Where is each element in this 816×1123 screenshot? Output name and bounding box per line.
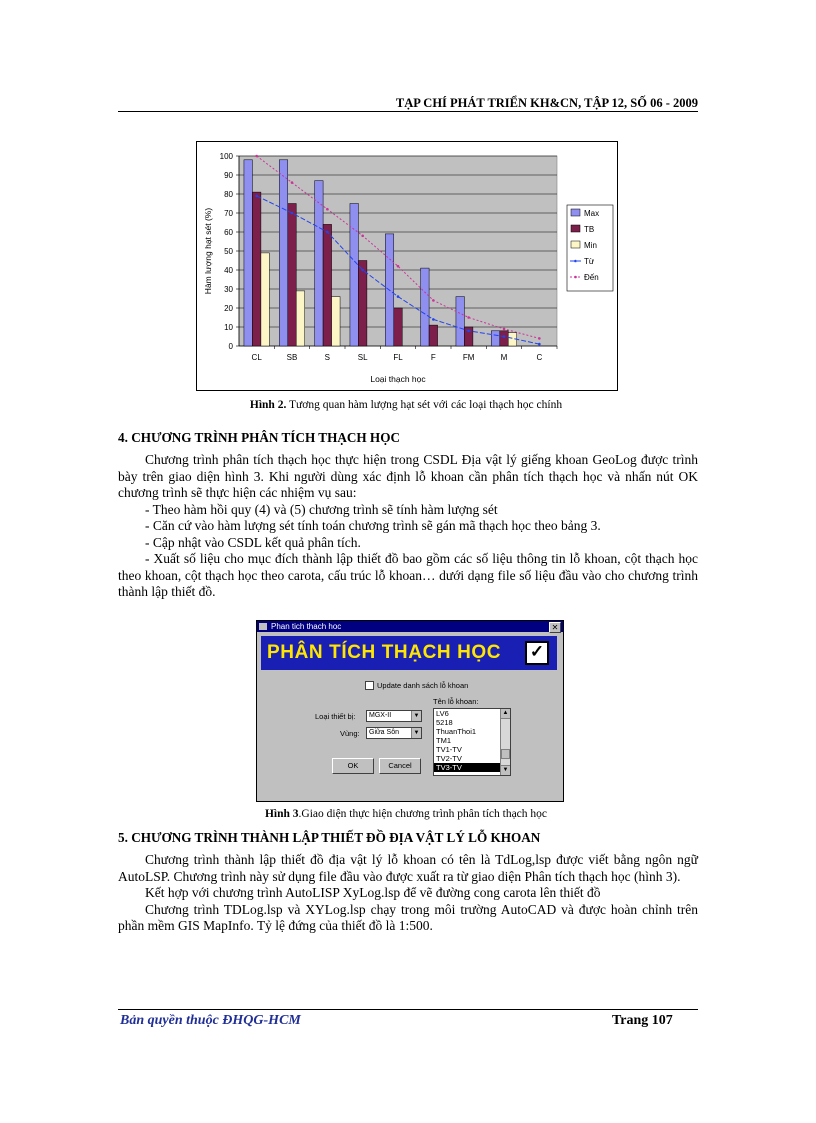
series-point xyxy=(538,337,541,340)
legend-marker xyxy=(574,276,577,279)
ok-button[interactable]: OK xyxy=(332,758,374,774)
well-list-item[interactable]: TV3-TV xyxy=(434,763,510,772)
journal-header: TẠP CHÍ PHÁT TRIỂN KH&CN, TẬP 12, SỐ 06 - 2009 xyxy=(395,96,698,110)
close-icon[interactable]: ✕ xyxy=(549,622,561,633)
well-list-item[interactable]: TM1 xyxy=(436,736,451,745)
x-tick-label: C xyxy=(536,353,543,362)
figure-2-label: Hình 2. xyxy=(249,399,287,411)
scrollbar[interactable] xyxy=(500,709,510,775)
copyright: Bản quyền thuộc ĐHQG-HCM xyxy=(120,1013,301,1028)
figure-2-caption-text: Tương quan hàm lượng hạt sét với các loại thạch học chính xyxy=(286,399,563,411)
y-tick-label: 100 xyxy=(219,152,233,161)
well-list-item[interactable]: ThuanThoi1 xyxy=(436,727,477,736)
bar-tb xyxy=(394,308,402,346)
device-label: Loại thiết bị: xyxy=(315,712,356,721)
series-point xyxy=(361,269,364,272)
series-point xyxy=(432,318,435,321)
figure-2-caption xyxy=(196,399,616,411)
section-4-body xyxy=(118,452,698,601)
legend-swatch xyxy=(571,225,580,232)
section-5-paragraph-1: Chương trình thành lập thiết đồ địa vật lý lỗ khoan có tên là TdLog,lsp được viết bằng ngôn ngữ AutoLSP. Chương trình này sử dụng file đầu vào được xuất ra từ giao diện Phân tích thạch học (hình 3). xyxy=(118,852,698,884)
dialog-banner xyxy=(261,636,557,670)
series-point xyxy=(432,299,435,302)
well-list-item[interactable]: LV6 xyxy=(436,709,449,718)
x-tick-label: M xyxy=(500,353,508,362)
legend-label: Từ xyxy=(584,257,595,266)
series-point xyxy=(326,231,329,234)
dialog-titlebar xyxy=(257,621,563,632)
x-tick-label: SL xyxy=(357,353,368,362)
x-tick-label: S xyxy=(324,353,331,362)
bar-max xyxy=(421,268,429,346)
series-point xyxy=(467,316,470,319)
series-point xyxy=(361,235,364,238)
dialog-title: Phan tich thach hoc xyxy=(271,622,342,631)
series-point xyxy=(397,295,400,298)
legend-label: Max xyxy=(584,209,600,218)
series-point xyxy=(255,195,258,198)
check-icon: ✓ xyxy=(525,641,549,665)
scroll-up-icon[interactable]: ▲ xyxy=(501,709,510,719)
series-point xyxy=(467,330,470,333)
y-tick-label: 60 xyxy=(224,228,233,237)
legend-label: Đến xyxy=(584,273,599,282)
header-rule xyxy=(118,111,698,112)
bar-max xyxy=(350,204,358,347)
bar-tb xyxy=(323,224,331,346)
section-5-paragraph-2: Kết hợp với chương trình AutoLISP XyLog.lsp để vẽ đường cong carota lên thiết đồ xyxy=(145,885,601,900)
series-point xyxy=(503,328,506,331)
window-icon xyxy=(259,623,267,630)
section-5-paragraph-3: Chương trình TDLog.lsp và XYLog.lsp chạy trong môi trường AutoCAD và được hoàn chỉnh trên phần mềm GIS MapInfo. Tỷ lệ đứng của thiết đồ là 1:500. xyxy=(118,901,698,933)
section-5-body xyxy=(118,852,698,935)
y-tick-label: 70 xyxy=(224,209,233,218)
series-point xyxy=(291,181,294,184)
bar-tb xyxy=(288,204,296,347)
y-tick-label: 50 xyxy=(224,247,233,256)
device-value: MGX-II xyxy=(369,712,392,719)
well-list-item[interactable]: TV2-TV xyxy=(436,754,462,763)
update-label: Update danh sách lỗ khoan xyxy=(377,681,469,690)
footer-rule xyxy=(118,1009,698,1010)
y-tick-label: 90 xyxy=(224,171,233,180)
series-point xyxy=(397,265,400,268)
chevron-down-icon[interactable]: ▼ xyxy=(411,711,421,721)
bar-tb xyxy=(358,261,366,347)
bar-max xyxy=(456,297,464,346)
legend-swatch xyxy=(571,209,580,216)
bullet-2: - Căn cứ vào hàm lượng sét tính toán chương trình sẽ gán mã thạch học theo bảng 3. xyxy=(145,518,601,533)
bullet-1: - Theo hàm hồi quy (4) và (5) chương trình sẽ tính hàm lượng sét xyxy=(145,501,498,517)
bar-max xyxy=(244,160,252,346)
bar-max xyxy=(491,331,499,346)
legend-marker xyxy=(574,260,577,263)
region-label: Vùng: xyxy=(340,729,360,738)
section-4-paragraph: Chương trình phân tích thạch học thực hiện trong CSDL Địa vật lý giếng khoan GeoLog được trình bày trên giao diện hình 3. Khi người dùng xác định lỗ khoan cần phân tích thạch học và nhấn nút OK chương trình sẽ thực hiện các nhiệm vụ sau: xyxy=(118,452,698,500)
x-axis-title: Loại thạch học xyxy=(370,374,426,384)
lithology-dialog xyxy=(256,620,564,802)
section-4-title: 4. CHƯƠNG TRÌNH PHÂN TÍCH THẠCH HỌC xyxy=(118,430,400,445)
bar-max xyxy=(279,160,287,346)
legend-label: Min xyxy=(584,241,597,250)
bar-min xyxy=(261,253,269,346)
bullet-4: - Xuất số liệu cho mục đích thành lập thiết đồ bao gồm các số liệu thông tin lỗ khoan, cột thạch học theo khoan, cột thạch học theo carota, cấu trúc lỗ khoan… dưới dạng file số liệu đầu vào cho chương trình thành lập thiết đồ. xyxy=(118,551,698,599)
y-tick-label: 30 xyxy=(224,285,233,294)
series-point xyxy=(503,335,506,338)
wells-label: Tên lỗ khoan: xyxy=(433,697,479,706)
series-point xyxy=(291,212,294,215)
bar-min xyxy=(296,291,304,346)
bullet-3: - Cập nhật vào CSDL kết quả phân tích. xyxy=(145,534,361,550)
figure-3-caption xyxy=(196,808,616,820)
legend-label: TB xyxy=(584,225,595,234)
bar-tb xyxy=(429,325,437,346)
device-select[interactable] xyxy=(366,710,422,722)
figure-2-frame xyxy=(196,141,618,391)
y-tick-label: 0 xyxy=(228,342,233,351)
legend-swatch xyxy=(571,241,580,248)
y-tick-label: 10 xyxy=(224,323,233,332)
x-tick-label: CL xyxy=(251,353,262,362)
series-point xyxy=(255,155,258,158)
x-tick-label: F xyxy=(430,353,436,362)
x-tick-label: FM xyxy=(462,353,475,362)
wells-list[interactable] xyxy=(433,708,511,776)
cancel-button[interactable]: Cancel xyxy=(379,758,421,774)
section-5-title: 5. CHƯƠNG TRÌNH THÀNH LẬP THIẾT ĐỒ ĐỊA VẬT LÝ LỖ KHOAN xyxy=(118,830,541,845)
scroll-down-icon[interactable]: ▼ xyxy=(502,767,509,773)
x-tick-label: FL xyxy=(393,353,403,362)
update-checkbox[interactable] xyxy=(365,681,374,690)
region-select[interactable] xyxy=(366,727,422,739)
region-value: Giữa Sôn xyxy=(369,729,399,736)
well-list-item[interactable]: TV1-TV xyxy=(436,745,462,754)
figure-3-caption-text: .Giao diện thực hiện chương trình phân tích thạch học xyxy=(298,808,548,820)
y-tick-label: 80 xyxy=(224,190,233,199)
figure-3-label: Hình 3 xyxy=(264,808,299,820)
bar-tb xyxy=(500,331,508,346)
bar-tb xyxy=(252,192,260,346)
chevron-down-icon[interactable]: ▼ xyxy=(411,728,421,738)
scroll-thumb[interactable] xyxy=(501,749,510,759)
y-tick-label: 40 xyxy=(224,266,233,275)
page-number: Trang 107 xyxy=(612,1013,673,1028)
bar-min xyxy=(332,297,340,346)
series-point xyxy=(326,208,329,211)
x-tick-label: SB xyxy=(286,353,298,362)
banner-title: PHÂN TÍCH THẠCH HỌC xyxy=(267,642,502,663)
y-tick-label: 20 xyxy=(224,304,233,313)
well-list-item[interactable]: 5218 xyxy=(436,718,453,727)
clay-content-chart xyxy=(197,142,617,390)
series-point xyxy=(538,343,541,346)
y-axis-title: Hàm lượng hạt sét (%) xyxy=(203,207,213,295)
